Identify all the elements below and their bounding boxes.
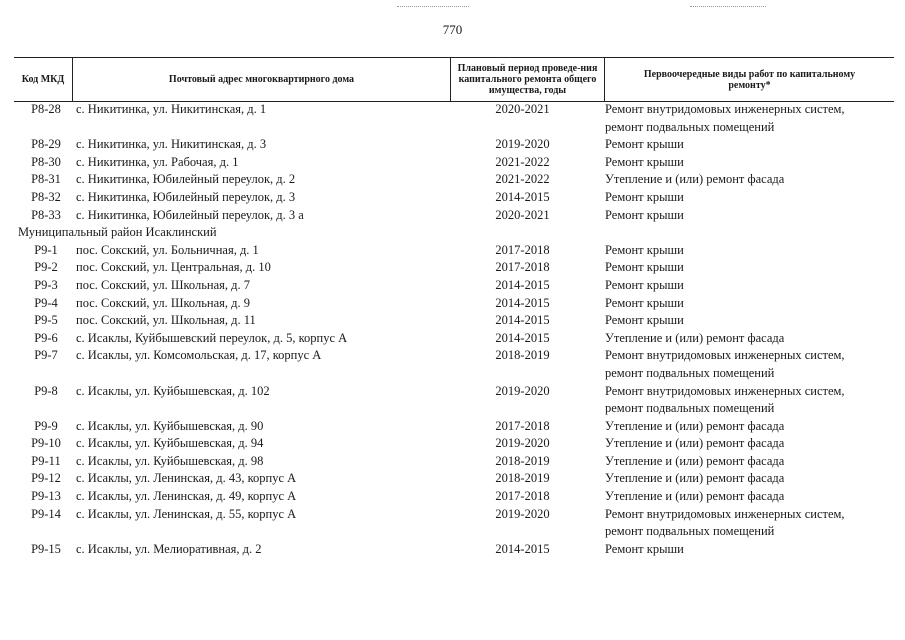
row-works-line: ремонт подвальных помещений	[605, 365, 775, 380]
table-body	[0, 101, 905, 558]
table-row	[0, 347, 905, 382]
row-period: 2020-2021	[495, 207, 550, 222]
row-works-line: Ремонт крыши	[605, 242, 684, 257]
row-address: с. Исаклы, ул. Комсомольская, д. 17, корпус А	[76, 348, 322, 363]
row-period: 2021-2022	[495, 172, 550, 187]
row-works-line: Ремонт крыши	[605, 207, 684, 222]
row-works-line: Ремонт крыши	[605, 313, 684, 328]
row-period: 2014-2015	[495, 330, 550, 345]
row-address: с. Никитинка, ул. Никитинская, д. 1	[76, 102, 267, 116]
table-row	[0, 101, 905, 136]
table-row	[0, 207, 905, 225]
table-row	[0, 453, 905, 471]
row-code: P8-29	[31, 137, 61, 152]
row-address: с. Исаклы, ул. Куйбышевская, д. 98	[76, 453, 264, 468]
row-address: пос. Сокский, ул. Школьная, д. 7	[76, 277, 251, 292]
row-works	[605, 541, 895, 559]
row-period: 2014-2015	[495, 295, 550, 310]
row-works	[605, 347, 895, 382]
scan-artifact-line	[690, 6, 766, 7]
row-works	[605, 207, 895, 225]
row-works-line: Ремонт внутридомовых инженерных систем,	[605, 348, 845, 363]
table-row	[0, 171, 905, 189]
header-period: Плановый период проведе-ния капитального ремонта общего имущества, годы	[450, 58, 604, 101]
row-works	[605, 330, 895, 348]
table-row	[0, 136, 905, 154]
row-code: P8-28	[31, 102, 61, 116]
row-works	[605, 101, 895, 136]
row-works	[605, 259, 895, 277]
row-code: P8-32	[31, 189, 61, 204]
row-works	[605, 506, 895, 541]
row-works-line: Ремонт крыши	[605, 295, 684, 310]
row-period: 2018-2019	[495, 471, 550, 486]
row-address: с. Исаклы, ул. Куйбышевская, д. 94	[76, 436, 264, 451]
table-row	[0, 277, 905, 295]
row-code: P8-30	[31, 154, 61, 169]
row-period: 2014-2015	[495, 313, 550, 328]
row-code: P9-12	[31, 471, 61, 486]
row-address: пос. Сокский, ул. Школьная, д. 9	[76, 295, 251, 310]
row-works	[605, 470, 895, 488]
table-row	[0, 506, 905, 541]
row-address: с. Исаклы, ул. Куйбышевская, д. 90	[76, 418, 264, 433]
row-works-line: Ремонт крыши	[605, 154, 684, 169]
row-period: 2020-2021	[495, 102, 550, 116]
row-address: с. Никитинка, Юбилейный переулок, д. 2	[76, 172, 296, 187]
row-works-line: ремонт подвальных помещений	[605, 401, 775, 416]
row-period: 2017-2018	[495, 242, 550, 257]
row-works-line: Ремонт внутридомовых инженерных систем,	[605, 383, 845, 398]
row-address: с. Исаклы, ул. Ленинская, д. 55, корпус А	[76, 506, 297, 521]
table-row	[0, 295, 905, 313]
row-period: 2017-2018	[495, 489, 550, 504]
table-row	[0, 435, 905, 453]
table-row	[0, 189, 905, 207]
header-code: Код МКД	[21, 74, 65, 85]
district-heading: Муниципальный район Исаклинский	[18, 225, 217, 240]
row-works-line: Утепление и (или) ремонт фасада	[605, 330, 785, 345]
row-address: с. Никитинка, Юбилейный переулок, д. 3	[76, 189, 296, 204]
row-group-p9	[0, 242, 905, 559]
row-address: с. Никитинка, ул. Рабочая, д. 1	[76, 154, 239, 169]
row-works	[605, 435, 895, 453]
row-code: P9-3	[34, 277, 58, 292]
row-code: P9-5	[34, 313, 58, 328]
row-address: с. Исаклы, Куйбышевский переулок, д. 5, корпус А	[76, 330, 348, 345]
row-works-line: Утепление и (или) ремонт фасада	[605, 436, 785, 451]
row-code: P9-15	[31, 541, 61, 556]
row-code: P9-14	[31, 506, 61, 521]
row-code: P9-13	[31, 489, 61, 504]
row-period: 2021-2022	[495, 154, 550, 169]
row-works-line: ремонт подвальных помещений	[605, 524, 775, 539]
page-number: 770	[442, 22, 463, 37]
row-works-line: Ремонт крыши	[605, 277, 684, 292]
row-works-line: Ремонт крыши	[605, 189, 684, 204]
row-works	[605, 453, 895, 471]
row-works	[605, 418, 895, 436]
row-works-line: Ремонт внутридомовых инженерных систем,	[605, 102, 845, 116]
row-code: P9-10	[31, 436, 61, 451]
row-code: P8-31	[31, 172, 61, 187]
row-works	[605, 277, 895, 295]
row-code: P9-4	[34, 295, 58, 310]
row-works	[605, 136, 895, 154]
table-header	[14, 57, 894, 102]
row-period: 2018-2019	[495, 453, 550, 468]
row-period: 2019-2020	[495, 436, 550, 451]
row-works	[605, 189, 895, 207]
row-period: 2014-2015	[495, 189, 550, 204]
row-works	[605, 295, 895, 313]
row-period: 2017-2018	[495, 418, 550, 433]
row-code: P9-6	[34, 330, 58, 345]
row-period: 2019-2020	[495, 506, 550, 521]
row-code: P9-9	[34, 418, 58, 433]
row-code: P9-2	[34, 260, 58, 275]
row-works-line: Утепление и (или) ремонт фасада	[605, 489, 785, 504]
row-address: с. Никитинка, Юбилейный переулок, д. 3 а	[76, 207, 304, 222]
row-works	[605, 383, 895, 418]
row-code: P9-7	[34, 348, 58, 363]
table-row	[0, 259, 905, 277]
scan-artifact-line	[397, 6, 469, 7]
row-address: пос. Сокский, ул. Больничная, д. 1	[76, 242, 259, 257]
row-period: 2014-2015	[495, 541, 550, 556]
table-row	[0, 383, 905, 418]
row-period: 2018-2019	[495, 348, 550, 363]
row-works-line: Утепление и (или) ремонт фасада	[605, 471, 785, 486]
header-works: Первоочередные виды работ по капитальному ремонту*	[604, 58, 894, 101]
row-works-line: Утепление и (или) ремонт фасада	[605, 418, 785, 433]
row-code: P9-1	[34, 242, 58, 257]
row-code: P9-8	[34, 383, 58, 398]
row-works-line: Ремонт крыши	[605, 137, 684, 152]
row-period: 2019-2020	[495, 137, 550, 152]
row-period: 2017-2018	[495, 260, 550, 275]
row-works-line: ремонт подвальных помещений	[605, 119, 775, 134]
row-works-line: Утепление и (или) ремонт фасада	[605, 172, 785, 187]
row-address: пос. Сокский, ул. Центральная, д. 10	[76, 260, 271, 275]
row-period: 2014-2015	[495, 277, 550, 292]
row-works-line: Ремонт крыши	[605, 260, 684, 275]
row-address: с. Исаклы, ул. Ленинская, д. 43, корпус А	[76, 471, 297, 486]
table-row	[0, 418, 905, 436]
row-works-line: Утепление и (или) ремонт фасада	[605, 453, 785, 468]
row-address: с. Исаклы, ул. Ленинская, д. 49, корпус А	[76, 489, 297, 504]
row-period: 2019-2020	[495, 383, 550, 398]
row-address: пос. Сокский, ул. Школьная, д. 11	[76, 313, 256, 328]
row-works	[605, 242, 895, 260]
row-address: с. Никитинка, ул. Никитинская, д. 3	[76, 137, 267, 152]
row-works	[605, 312, 895, 330]
row-works-line: Ремонт внутридомовых инженерных систем,	[605, 506, 845, 521]
table-row	[0, 242, 905, 260]
row-group-p8	[0, 101, 905, 224]
row-works	[605, 488, 895, 506]
table-row	[0, 541, 905, 559]
header-address: Почтовый адрес многоквартирного дома	[72, 58, 450, 101]
table-row	[0, 330, 905, 348]
table-row	[0, 470, 905, 488]
table-row	[0, 312, 905, 330]
row-works-line: Ремонт крыши	[605, 541, 684, 556]
row-works	[605, 171, 895, 189]
row-works	[605, 154, 895, 172]
table-row	[0, 488, 905, 506]
row-address: с. Исаклы, ул. Мелиоративная, д. 2	[76, 541, 262, 556]
row-code: P9-11	[31, 453, 61, 468]
row-code: P8-33	[31, 207, 61, 222]
table-row	[0, 154, 905, 172]
row-address: с. Исаклы, ул. Куйбышевская, д. 102	[76, 383, 270, 398]
